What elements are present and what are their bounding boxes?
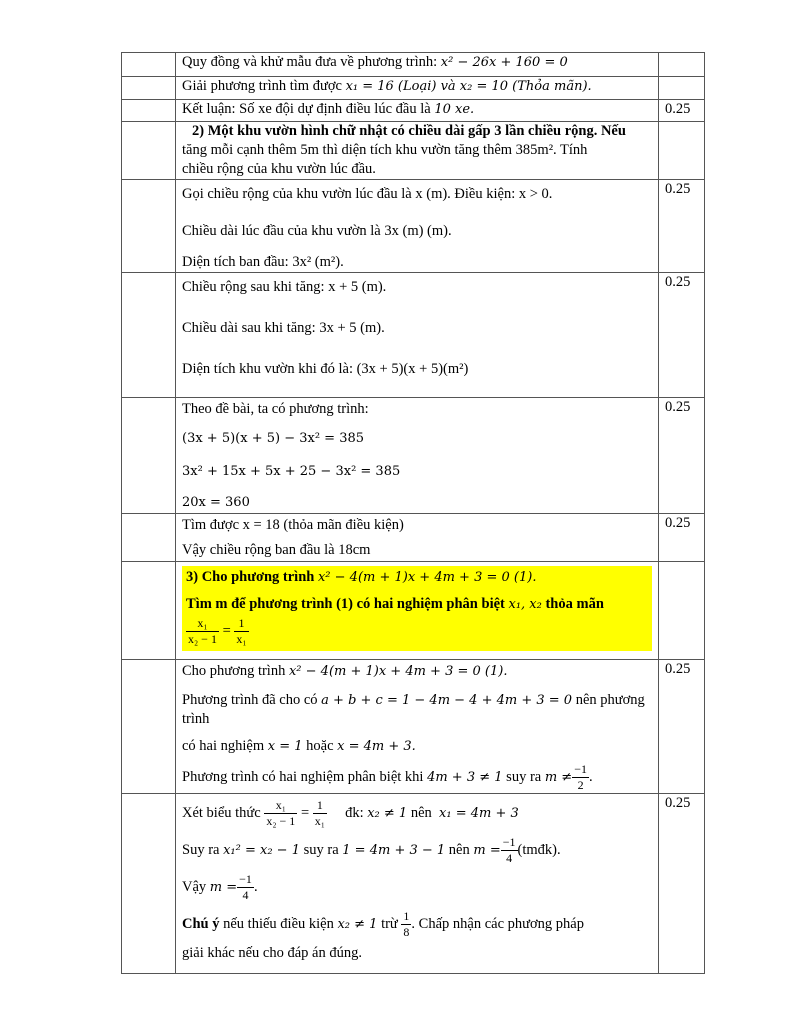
row-text: Kết luận: Số xe đội dự định điều lúc đầu là (182, 101, 431, 117)
score-cell (659, 562, 705, 660)
line: Suy ra x₁² = x₂ − 1 suy ra 1 = 4m + 3 − 1 nên m = $\frac{-1}{4}$ (tmđk). (182, 835, 561, 865)
line: Xét biểu thức $\frac{\text{x₁}}{\text{x₂ − 1}}$ = $\frac{1}{\text{x₁}}$ đk: x₂ ≠ 1 nên x₁ = 4m + 3 (182, 798, 519, 828)
highlight-box (182, 566, 652, 651)
fraction: $\frac{1}{8}$ (403, 909, 410, 939)
empty-cell (122, 562, 176, 660)
table-row (122, 398, 705, 514)
table-row (122, 100, 705, 122)
line: Chiều dài sau khi tăng: 3x + 5 (m). (182, 320, 385, 336)
problem-2-line: chiều rộng của khu vườn lúc đầu. (182, 161, 376, 177)
line: Diện tích khu vườn khi đó là: (3x + 5)(x + 5)(m²) (182, 361, 469, 377)
fraction: $\frac{-1}{4}$ (502, 835, 516, 865)
problem-2-line: 2) Một khu vườn hình chữ nhật có chiều dài gấp 3 lần chiều rộng. Nếu (192, 123, 626, 139)
fraction: $\frac{-1}{4}$ (239, 872, 252, 902)
line: Tìm m để phương trình (1) có hai nghiệm phân biệt x₁, x₂ thỏa mãn (186, 596, 604, 612)
equation: 20x = 360 (182, 495, 250, 510)
table-row (122, 53, 705, 77)
table-row (122, 77, 705, 100)
content-cell (176, 794, 659, 974)
content-cell (176, 53, 659, 77)
score-cell: 0.25 (659, 180, 705, 273)
line: 3) Cho phương trình x² − 4(m + 1)x + 4m + 3 = 0 (1). (186, 569, 537, 585)
fraction-line: $\frac{\text{x₁}}{\text{x₂ − 1}}$ = $\frac{1}{\text{x₁}}$ (188, 616, 247, 646)
score-cell: 0.25 (659, 660, 705, 794)
content-cell (176, 660, 659, 794)
line: Vậy chiều rộng ban đầu là 18cm (182, 542, 371, 558)
empty-cell (122, 273, 176, 398)
content-cell (176, 398, 659, 514)
table-row (122, 794, 705, 974)
table-row (122, 514, 705, 562)
line: giải khác nếu cho đáp án đúng. (182, 945, 362, 961)
content-cell (176, 273, 659, 398)
table-row (122, 273, 705, 398)
fraction: $\frac{\text{x₁}}{\text{x₂ − 1}}$ (266, 798, 296, 828)
score-cell: 0.25 (659, 273, 705, 398)
fraction: $\frac{\text{x₁}}{\text{x₂ − 1}}$ (188, 616, 217, 646)
fraction: $\frac{1}{\text{x₁}}$ (236, 616, 247, 646)
line: Cho phương trình x² − 4(m + 1)x + 4m + 3 = 0 (1). (182, 663, 508, 679)
empty-cell (122, 100, 176, 122)
answer-table (121, 52, 705, 974)
row-text: Giải phương trình tìm được (182, 78, 342, 94)
line: Tìm được x = 18 (thỏa mãn điều kiện) (182, 517, 404, 533)
table-row (122, 180, 705, 273)
content-cell (176, 180, 659, 273)
row-math: x₁ = 16 (Loại) và x₂ = 10 (Thỏa mãn). (345, 79, 592, 94)
score-cell: 0.25 (659, 398, 705, 514)
score-cell: 0.25 (659, 794, 705, 974)
line: Gọi chiều rộng của khu vườn lúc đầu là x (m). Điều kiện: x > 0. (182, 186, 553, 202)
equation: 3x² + 15x + 5x + 25 − 3x² = 385 (182, 464, 401, 479)
row-math: 10 xe. (434, 102, 475, 117)
line: Diện tích ban đầu: 3x² (m²). (182, 254, 344, 270)
empty-cell (122, 122, 176, 180)
content-cell (176, 514, 659, 562)
line: Vậy m = $\frac{-1}{4}$ . (182, 872, 258, 902)
empty-cell (122, 398, 176, 514)
table-row (122, 122, 705, 180)
problem-2-line: tăng mỗi cạnh thêm 5m thì diện tích khu vườn tăng thêm 385m². Tính (182, 142, 588, 158)
problem-2-cell (176, 122, 659, 180)
score-cell (659, 77, 705, 100)
empty-cell (122, 794, 176, 974)
problem-3-cell (176, 562, 659, 660)
table-row (122, 660, 705, 794)
line: Chiều rộng sau khi tăng: x + 5 (m). (182, 279, 387, 295)
empty-cell (122, 180, 176, 273)
equation: (3x + 5)(x + 5) − 3x² = 385 (182, 431, 365, 446)
content-cell (176, 100, 659, 122)
line: Phương trình có hai nghiệm phân biệt khi 4m + 3 ≠ 1 suy ra m ≠ $\frac{-1}{2}$ . (182, 762, 593, 792)
content-cell (176, 77, 659, 100)
line: Phương trình đã cho có a + b + c = 1 − 4m − 4 + 4m + 3 = 0 nên phương trình (182, 692, 645, 727)
line: Chú ý nếu thiếu điều kiện x₂ ≠ 1 trừ $\frac{1}{8}$ . Chấp nhận các phương pháp (182, 909, 584, 939)
empty-cell (122, 514, 176, 562)
fraction: $\frac{1}{\text{x₁}}$ (314, 798, 325, 828)
row-math: x² − 26x + 160 = 0 (440, 55, 568, 70)
row-text: Quy đồng và khử mẫu đưa về phương trình: (182, 54, 438, 70)
score-cell (659, 122, 705, 180)
line: Theo đề bài, ta có phương trình: (182, 401, 369, 417)
score-cell: 0.25 (659, 514, 705, 562)
empty-cell (122, 77, 176, 100)
table-row (122, 562, 705, 660)
line: có hai nghiệm x = 1 hoặc x = 4m + 3. (182, 738, 416, 754)
score-cell: 0.25 (659, 100, 705, 122)
empty-cell (122, 53, 176, 77)
line: Chiều dài lúc đầu của khu vườn là 3x (m) (m). (182, 223, 452, 239)
score-cell (659, 53, 705, 77)
fraction: $\frac{-1}{2}$ (574, 762, 587, 792)
empty-cell (122, 660, 176, 794)
